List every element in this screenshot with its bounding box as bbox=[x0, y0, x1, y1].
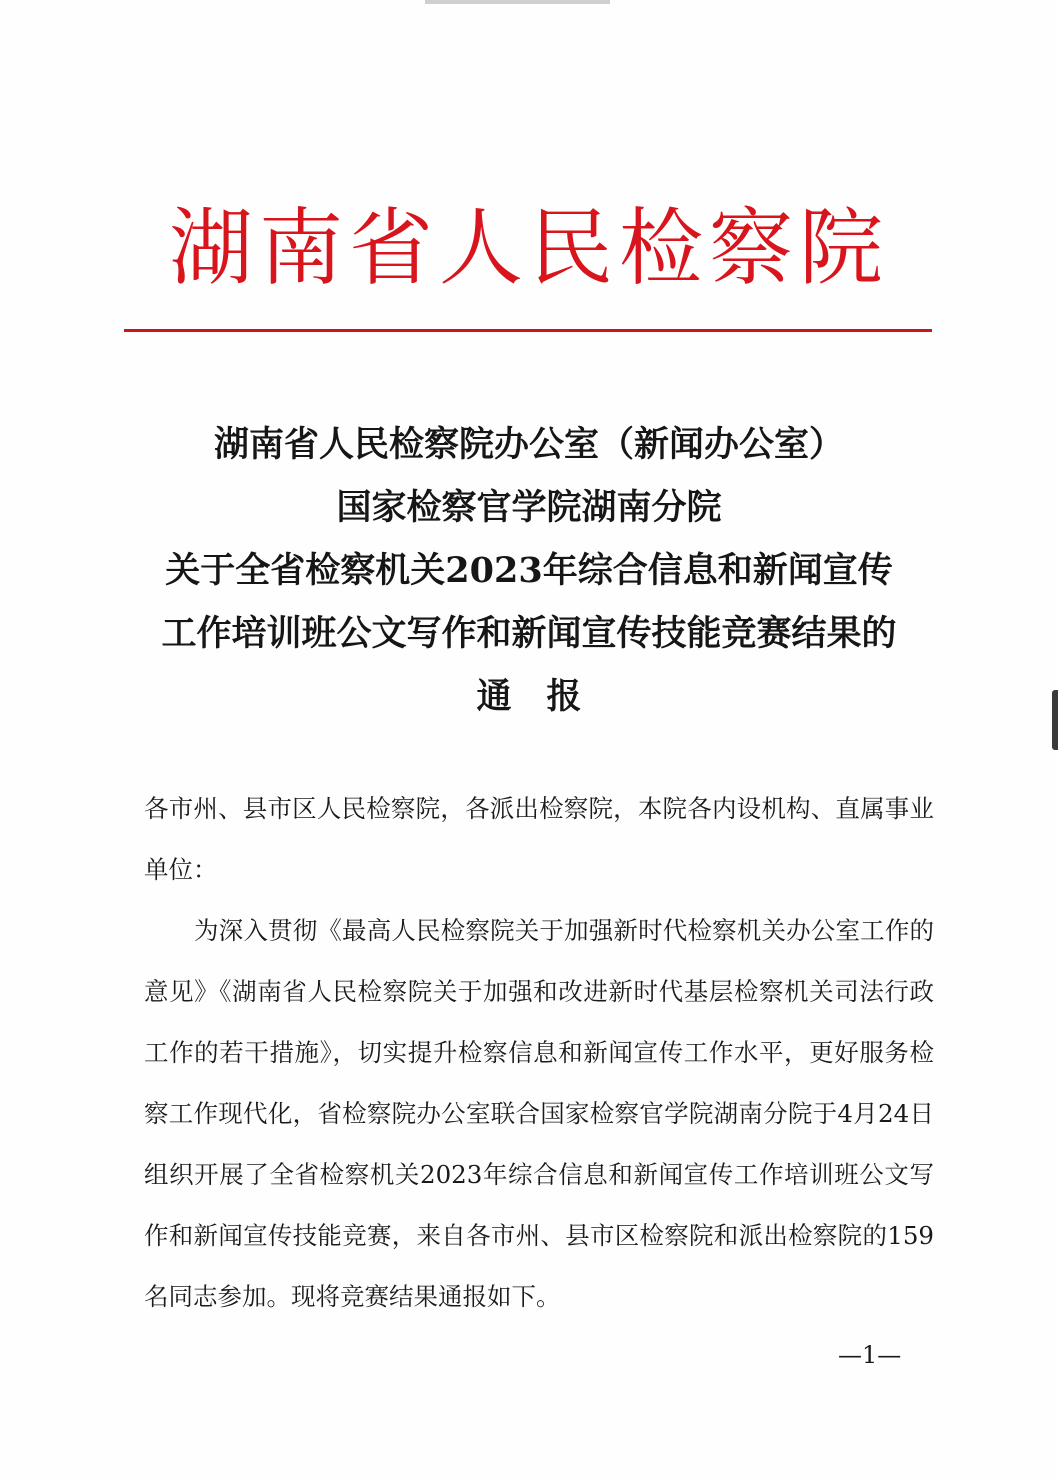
title-line-3: 关于全省检察机关2023年综合信息和新闻宣传 bbox=[165, 550, 893, 591]
body-paragraph: 为深入贯彻《最高人民检察院关于加强新时代检察机关办公室工作的意见》《湖南省人民检察院关于加强和改进新时代基层检察机关司法行政工作的若干措施》，切实提升检察信息和新闻宣传工作水平，更好服务检察工作现代化，省检察院办公室联合国家检察官学院湖南分院于4月24日组织开展了全省检察机关2023年综合信息和新闻宣传工作培训班公文写作和新闻宣传技能竞赛，来自各市州、县市区检察院和派出检察院的159名同志参加。现将竞赛结果通报如下。 bbox=[144, 916, 934, 1311]
document-body bbox=[144, 778, 934, 1327]
document-title bbox=[100, 413, 958, 728]
letterhead-red-rule bbox=[124, 329, 932, 332]
title-line-2: 国家检察官学院湖南分院 bbox=[336, 487, 722, 528]
binding-clip-mark bbox=[1052, 690, 1058, 750]
title-line-4: 工作培训班公文写作和新闻宣传技能竞赛结果的 bbox=[161, 613, 897, 654]
title-line-1: 湖南省人民检察院办公室（新闻办公室） bbox=[213, 424, 844, 465]
letterhead-organization: 湖南省人民检察院 bbox=[168, 199, 889, 297]
title-line-5: 通 报 bbox=[476, 676, 582, 717]
scan-edge-mark bbox=[425, 0, 610, 4]
salutation: 各市州、县市区人民检察院，各派出检察院，本院各内设机构、直属事业单位： bbox=[144, 794, 934, 884]
page-number: —1— bbox=[838, 1341, 902, 1369]
